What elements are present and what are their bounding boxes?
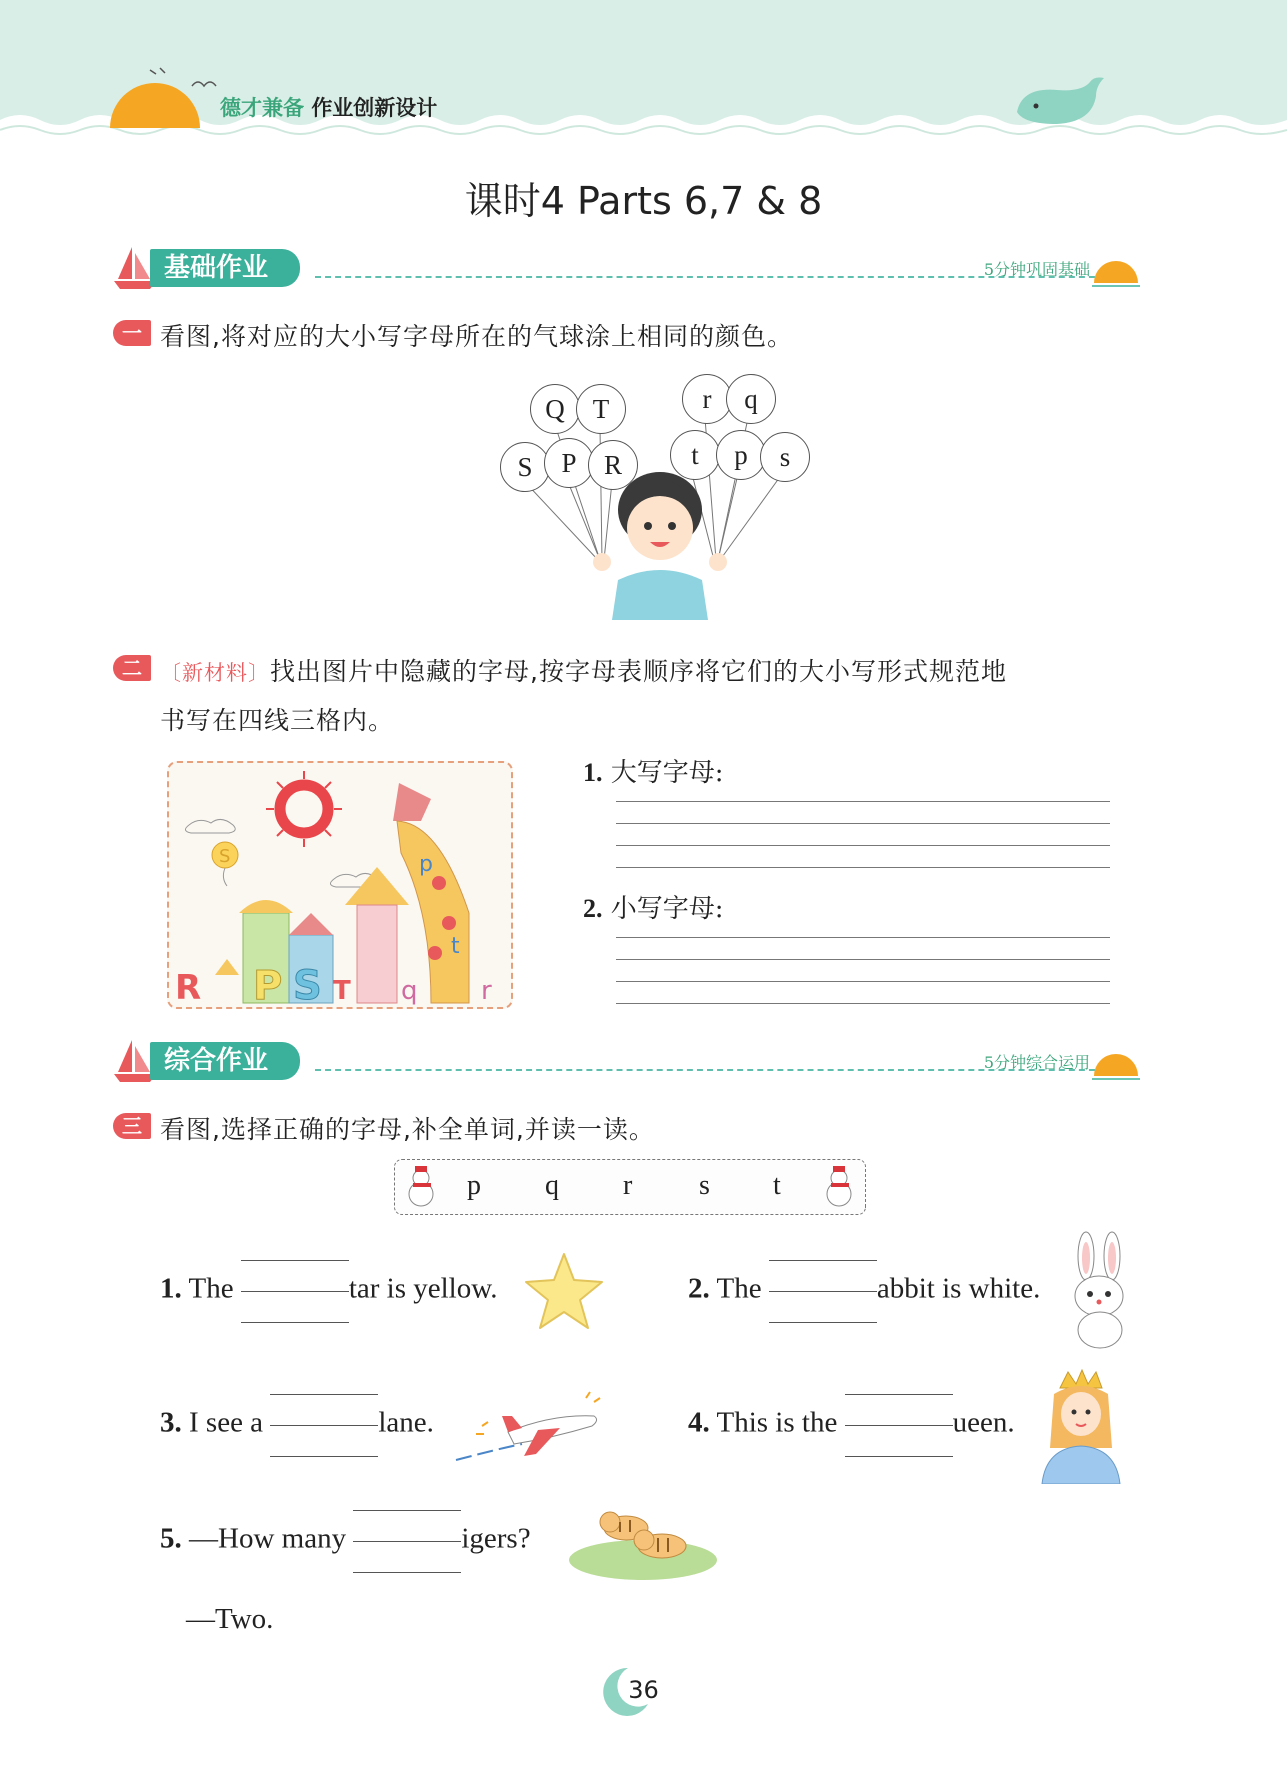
balloon-R[interactable]: R xyxy=(588,440,638,490)
section-basic-header xyxy=(60,245,1160,295)
pic-letter-T: T xyxy=(333,976,351,1006)
section-comprehensive-time: 5分钟综合运用 xyxy=(983,1053,1090,1072)
snowman-icon xyxy=(821,1164,857,1210)
q3-item-1: 1. The tar is yellow. xyxy=(160,1260,498,1322)
answer-blank-5[interactable] xyxy=(353,1510,461,1572)
queen-picture xyxy=(1036,1368,1126,1484)
q2-instruction-line1: 〔新材料〕找出图片中隐藏的字母,按字母表顺序将它们的大小写形式规范地 xyxy=(160,657,1007,686)
section-basic-label: 基础作业 xyxy=(150,249,300,287)
q2-number: 二 xyxy=(113,655,151,681)
bird-icon xyxy=(190,76,220,96)
snowman-icon xyxy=(403,1164,439,1210)
page-title: 课时4 Parts 6,7 & 8 xyxy=(464,179,823,223)
answer-blank-3[interactable] xyxy=(270,1394,378,1456)
balloon-s[interactable]: s xyxy=(760,432,810,482)
q3-item-2: 2. The abbit is white. xyxy=(688,1260,1040,1322)
whale-icon xyxy=(1012,72,1112,132)
town-illustration xyxy=(169,763,511,1007)
balloon-t[interactable]: t xyxy=(670,430,720,480)
letter-option-s[interactable]: s xyxy=(699,1170,710,1201)
balloon-r[interactable]: r xyxy=(682,374,732,424)
sun-small-icon xyxy=(1092,1050,1140,1082)
letter-choice-box xyxy=(394,1159,866,1215)
brand-title: 德才兼备 作业创新设计 xyxy=(220,96,438,120)
q3-item-3: 3. I see a lane. xyxy=(160,1394,434,1456)
q2-tag: 〔新材料〕 xyxy=(160,661,270,685)
rabbit-picture xyxy=(1060,1230,1140,1350)
pic-letter-q: q xyxy=(401,976,418,1006)
letter-option-q[interactable]: q xyxy=(545,1170,559,1201)
star-picture xyxy=(522,1250,606,1334)
airplane-picture xyxy=(452,1386,602,1466)
letter-option-t[interactable]: t xyxy=(773,1170,781,1201)
balloon-P[interactable]: P xyxy=(544,438,594,488)
q1-number: 一 xyxy=(113,320,151,346)
q2-instruction-line2: 书写在四线三格内。 xyxy=(160,706,395,735)
pic-letter-S-small: S xyxy=(219,846,231,867)
hidden-letters-picture xyxy=(167,761,513,1009)
pic-letter-p: p xyxy=(419,852,433,877)
letter-option-r[interactable]: r xyxy=(623,1170,633,1201)
pic-letter-S: S xyxy=(293,963,322,1007)
balloon-p[interactable]: p xyxy=(716,430,766,480)
four-line-grid-uppercase[interactable] xyxy=(616,801,1110,867)
balloon-Q[interactable]: Q xyxy=(530,384,580,434)
pic-letter-P: P xyxy=(253,963,283,1007)
q3-answer-5: —Two. xyxy=(186,1603,274,1635)
q2-sub1: 1. 大写字母: xyxy=(583,758,724,788)
balloons-picture xyxy=(490,370,830,620)
balloon-q[interactable]: q xyxy=(726,374,776,424)
pic-letter-t: t xyxy=(451,934,460,959)
page-number: 36 xyxy=(628,1676,659,1704)
sun-small-icon xyxy=(1092,257,1140,289)
section-comprehensive-header xyxy=(60,1038,1160,1088)
answer-blank-4[interactable] xyxy=(845,1394,953,1456)
q3-item-4: 4. This is the ueen. xyxy=(688,1394,1015,1456)
four-line-grid-lowercase[interactable] xyxy=(616,937,1110,1003)
section-comprehensive-label: 综合作业 xyxy=(150,1042,300,1080)
q1-instruction: 看图,将对应的大小写字母所在的气球涂上相同的颜色。 xyxy=(160,322,793,351)
tigers-picture xyxy=(566,1500,720,1584)
answer-blank-2[interactable] xyxy=(769,1260,877,1322)
answer-blank-1[interactable] xyxy=(241,1260,349,1322)
q2-sub2: 2. 小写字母: xyxy=(583,894,724,924)
balloon-T[interactable]: T xyxy=(576,384,626,434)
q3-instruction: 看图,选择正确的字母,补全单词,并读一读。 xyxy=(160,1115,655,1144)
balloon-S[interactable]: S xyxy=(500,442,550,492)
section-basic-time: 5分钟巩固基础 xyxy=(983,260,1090,279)
q3-number: 三 xyxy=(113,1113,151,1139)
q3-item-5: 5. —How many igers? xyxy=(160,1510,531,1572)
pic-letter-R: R xyxy=(175,968,202,1007)
letter-option-p[interactable]: p xyxy=(467,1170,481,1201)
pic-letter-r: r xyxy=(481,976,492,1006)
